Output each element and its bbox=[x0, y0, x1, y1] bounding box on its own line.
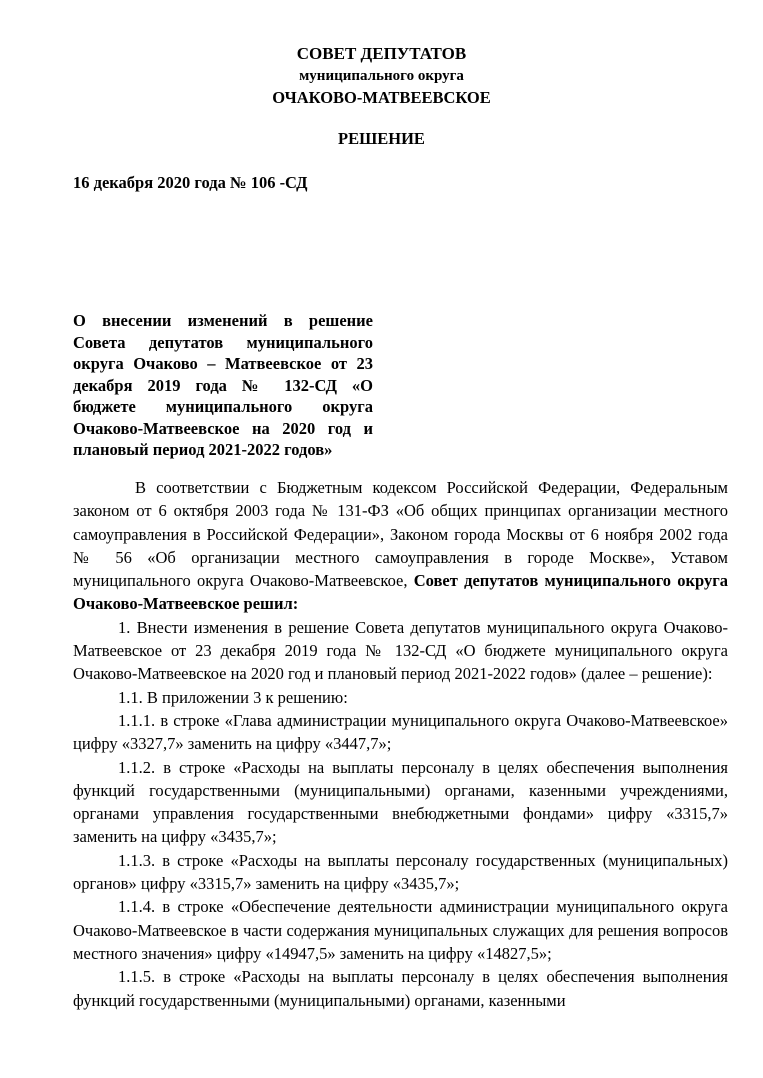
paragraph-1-1-4: 1.1.4. в строке «Обеспечение деятельности администрации муниципального округа Очаково-Матвеевское в части содержания муниципальных служащих для решения вопросов местного значения» цифру «14947,5» заменить на цифру «14827,5»; bbox=[73, 897, 728, 963]
decision-subject: О внесении изменений в решение Совета депутатов муниципального округа Очаково – Матвеевское от 23 декабря 2019 года № 132-СД «О бюджете муниципального округа Очаково-Матвеевское на 2020 год и плановый период 2021-2022 годов» bbox=[73, 311, 373, 459]
paragraph-1-1-1: 1.1.1. в строке «Глава администрации муниципального округа Очаково-Матвеевское» цифру «3327,7» заменить на цифру «3447,7»; bbox=[73, 710, 728, 754]
paragraph-1-1-2: 1.1.2. в строке «Расходы на выплаты персоналу в целях обеспечения выполнения функций государственными (муниципальными) органами, казенными учреждениями, органами управления государственными внебюджетными фондами» цифру «3315,7» заменить на цифру «3435,7»; bbox=[73, 757, 728, 847]
decision-date-number: 16 декабря 2020 года № 106 -СД bbox=[73, 173, 308, 192]
paragraph-1-1-5: 1.1.5. в строке «Расходы на выплаты персоналу в целях обеспечения выполнения функций государственными (муниципальными) органами, казенными bbox=[73, 967, 728, 1010]
preamble-paragraph bbox=[73, 476, 728, 616]
paragraph-1: 1. Внести изменения в решение Совета депутатов муниципального округа Очаково-Матвеевское от 23 декабря 2019 года № 132-СД «О бюджете муниципального округа Очаково-Матвеевское на 2020 год и плановый период 2021-2022 годов» (далее – решение): bbox=[73, 617, 728, 684]
council-title: СОВЕТ ДЕПУТАТОВ bbox=[296, 44, 467, 63]
preamble-text: В соответствии с Бюджетным кодексом Российской Федерации, Федеральным законом от 6 октября 2003 года № 131-ФЗ «Об общих принципах организации местного самоуправления в Российской Федерации», Законом города Москвы от 6 ноября 2002 года № 56 «Об организации местного самоуправления в городе Москве», Уставом муниципального округа Очаково-Матвеевское, bbox=[73, 478, 728, 591]
district-name: ОЧАКОВО-МАТВЕЕВСКОЕ bbox=[272, 88, 491, 107]
paragraph-1-1: 1.1. В приложении 3 к решению: bbox=[118, 687, 348, 707]
preamble-resolution: Совет депутатов муниципального округа Очаково-Матвеевское решил: bbox=[73, 571, 728, 614]
district-line: муниципального округа bbox=[299, 68, 464, 84]
document-body bbox=[73, 476, 728, 1012]
paragraph-1-1-3: 1.1.3. в строке «Расходы на выплаты персоналу государственных (муниципальных) органов» цифру «3315,7» заменить на цифру «3435,7»; bbox=[73, 850, 728, 894]
document-type: РЕШЕНИЕ bbox=[338, 129, 425, 148]
